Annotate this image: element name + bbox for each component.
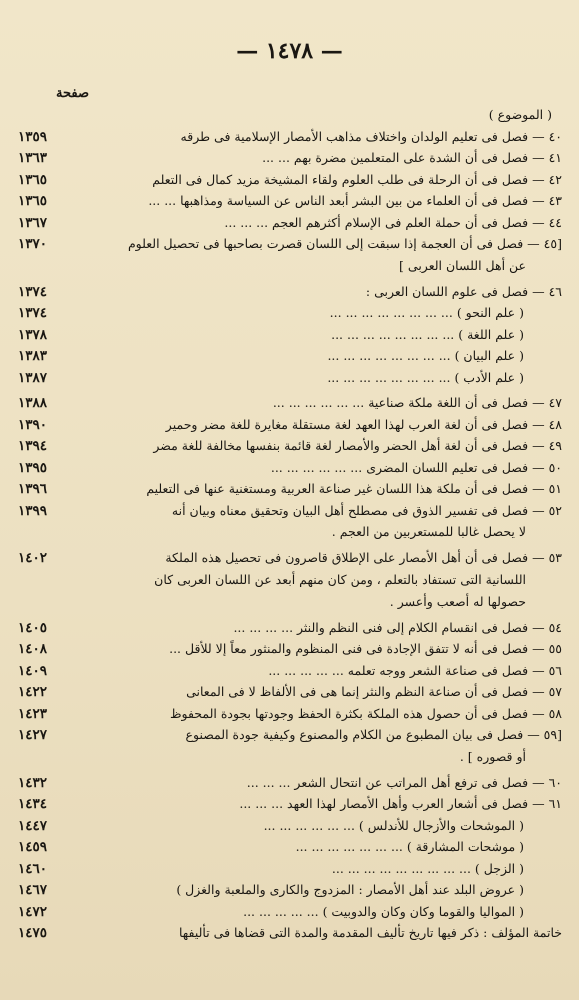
toc-page-ref: ١٣٩٩ (18, 502, 48, 519)
toc-row (18, 793, 564, 815)
toc-entry-text: ( علم اللغة ) ... ... ... ... ... ... ... ... (331, 326, 524, 342)
toc-page-ref: ١٤٠٨ (18, 641, 48, 657)
toc-row (18, 547, 564, 569)
toc-page-ref: ١٣٨٨ (18, 395, 48, 411)
toc-entry-text: ٥٧ — فصل فى أن صناعة النظم والنثر إنما هى فى الألفاظ لا فى المعانى (186, 684, 562, 699)
toc-entry-text: ٥٢ — فصل فى تفسير الذوق فى مصطلح أهل البيان وتحقيق معناه وبيان أنه (171, 502, 562, 518)
toc-row-continuation (18, 746, 564, 768)
toc-entry-text: ٤٣ — فصل فى أن العلماء من بين البشر أبعد الناس عن السياسة ومذاهبها ... ... (148, 193, 562, 208)
toc-page-ref: ١٤٣٤ (18, 796, 48, 812)
toc-page-ref: ١٣٦٥ (18, 193, 48, 209)
toc-page-ref: ١٤٧٢ (18, 903, 48, 920)
toc-page-ref: ١٣٩٥ (18, 459, 48, 476)
toc-page-ref: ١٣٦٥ (18, 171, 48, 188)
toc-entry-text: ٤٦ — فصل فى علوم اللسان العربى : (365, 283, 562, 299)
toc-entry-text: ٥٣ — فصل فى أن أهل الأمصار على الإطلاق قاصرون فى تحصيل هذه الملكة (165, 550, 562, 565)
toc-row (18, 703, 564, 725)
toc-page-ref: ١٤٥٩ (18, 839, 48, 855)
toc-page-ref: ١٤٧٥ (18, 925, 48, 941)
toc-entry-text: ( المواليا والقوما وكان وكان والدوبيت ) ... ... ... ... ... (243, 903, 524, 919)
toc-entry-text: ٤٠ — فصل فى تعليم الولدان واختلاف مذاهب الأمصار الإسلامية فى طرقه (180, 128, 562, 144)
toc-entry-text: اللسانية التى تستفاد بالتعلم ، ومن كان منهم أبعد عن اللسان العربى كان (154, 571, 526, 587)
toc-subentry-row (18, 324, 564, 346)
toc-entry-text: ٤٤ — فصل فى أن حملة العلم فى الإسلام أكثرهم العجم ... ... ... (224, 214, 562, 230)
toc-page-ref: ١٣٥٩ (18, 128, 48, 145)
toc-entry-text: ٤٧ — فصل فى أن اللغة ملكة صناعية ... ... ... ... ... ... (272, 395, 562, 410)
toc-page-ref: ١٤٤٧ (18, 817, 48, 834)
toc-row (18, 681, 564, 703)
toc-row (18, 617, 564, 639)
toc-row (18, 638, 564, 660)
toc-page-ref: ١٤٠٢ (18, 550, 48, 566)
toc-entry-text: أو قصوره ] . (459, 748, 526, 764)
toc-page-ref: ١٣٧٤ (18, 305, 48, 321)
toc-page-ref: ١٤٦٠ (18, 860, 48, 877)
toc-page-ref: ١٤٣٢ (18, 774, 48, 791)
toc-row (18, 233, 564, 255)
toc-page-ref: ١٤٠٩ (18, 662, 48, 679)
toc-page-ref: ١٣٩٦ (18, 481, 48, 497)
table-of-contents (18, 104, 564, 944)
toc-row (18, 392, 564, 414)
toc-entry-text: ٦١ — فصل فى أشعار العرب وأهل الأمصار لهذا العهد ... ... ... (239, 796, 562, 811)
toc-subentry-row (18, 836, 564, 858)
toc-entry-text: ( علم البيان ) ... ... ... ... ... ... ... ... (327, 348, 524, 363)
toc-row-continuation (18, 255, 564, 277)
toc-row (18, 457, 564, 479)
toc-page-ref: ١٣٦٣ (18, 150, 48, 166)
toc-entry-text: ٥٥ — فصل فى أنه لا تتفق الإجادة فى فنى المنظوم والمنثور معاً إلا للأقل ... (169, 641, 562, 656)
toc-subentry-row (18, 345, 564, 367)
toc-entry-text: ( الموضوع ) (488, 107, 552, 122)
toc-page-ref: ١٤٢٢ (18, 684, 48, 700)
toc-row (18, 435, 564, 457)
toc-page-ref: ١٣٧٠ (18, 236, 48, 252)
toc-entry-text: ٥٨ — فصل فى أن حصول هذه الملكة بكثرة الحفظ وجودتها بجودة المحفوظ (169, 705, 562, 721)
toc-page-ref: ١٤٦٧ (18, 882, 48, 898)
toc-entry-text: ٥٤ — فصل فى انقسام الكلام إلى فنى النظم والنثر ... ... ... ... (233, 619, 562, 635)
toc-page-ref: ١٣٩٠ (18, 416, 48, 433)
toc-page-ref: ١٤٠٥ (18, 619, 48, 636)
toc-row (18, 500, 564, 522)
toc-row (18, 190, 564, 212)
toc-entry-text: ٤٨ — فصل فى أن لغة العرب لهذا العهد لغة مستقلة مغايرة للغة مضر وحمير (165, 416, 562, 432)
toc-row-continuation (18, 521, 564, 543)
toc-row (18, 772, 564, 794)
toc-row (18, 414, 564, 436)
toc-page-ref: ١٣٨٧ (18, 369, 48, 386)
toc-entry-text: عن أهل اللسان العربى ] (399, 257, 526, 273)
toc-page-ref: ١٤٢٣ (18, 705, 48, 722)
toc-entry-text: ( عروض البلد عند أهل الأمصار : المزدوج والكارى والملعبة والغزل ) (176, 882, 524, 897)
toc-subentry-row (18, 302, 564, 324)
toc-entry-text: [٤٥ — فصل فى أن العجمة إذا سبقت إلى اللسان قصرت بصاحبها فى تحصيل العلوم (127, 236, 562, 251)
toc-entry-text: ( الموشحات والأزجال للأندلس ) ... ... ... ... ... ... (263, 817, 524, 833)
toc-page-ref: ١٣٦٧ (18, 214, 48, 231)
toc-page-ref: ١٣٧٤ (18, 283, 48, 300)
toc-subentry-row (18, 815, 564, 837)
toc-page-ref: ١٤٢٧ (18, 727, 48, 743)
toc-row-continuation (18, 569, 564, 591)
toc-entry-text: ٦٠ — فصل فى ترفع أهل المراتب عن انتحال الشعر ... ... ... (246, 774, 562, 790)
toc-row-continuation (18, 591, 564, 613)
toc-row (18, 478, 564, 500)
toc-subentry-row (18, 901, 564, 923)
toc-row (18, 126, 564, 148)
toc-entry-text: لا يحصل غالبا للمستعربين من العجم . (331, 524, 526, 539)
toc-page-ref: ١٣٨٣ (18, 348, 48, 364)
toc-entry-text: ٥٠ — فصل فى تعليم اللسان المضرى ... ... ... ... ... ... (270, 459, 562, 475)
page-column-label: صفحة (56, 86, 89, 101)
toc-header-row (18, 104, 564, 126)
toc-entry-text: ( علم الأدب ) ... ... ... ... ... ... ... ... (327, 369, 524, 385)
toc-row (18, 147, 564, 169)
toc-entry-text: ٥٦ — فصل فى صناعة الشعر ووجه تعلمه ... ... ... ... ... (268, 662, 562, 678)
toc-entry-text: ( موشحات المشارقة ) ... ... ... ... ... ... ... (295, 839, 524, 854)
toc-page-ref: ١٣٩٤ (18, 438, 48, 454)
toc-row (18, 212, 564, 234)
toc-entry-text: حصولها له أصعب وأعسر . (389, 593, 526, 609)
toc-entry-text: ٤٩ — فصل فى أن لغة أهل الحضر والأمصار لغة قائمة بنفسها مخالفة للغة مضر (153, 438, 562, 453)
toc-entry-text: ( علم النحو ) ... ... ... ... ... ... ... ... (329, 305, 524, 320)
toc-subentry-row (18, 879, 564, 901)
toc-entry-text: ٤١ — فصل فى أن الشدة على المتعلمين مضرة بهم ... ... (262, 150, 562, 165)
toc-entry-text: ٥١ — فصل فى أن ملكة هذا اللسان غير صناعة العربية ومستغنية عنها فى التعليم (146, 481, 562, 496)
toc-row (18, 660, 564, 682)
toc-row (18, 724, 564, 746)
toc-subentry-row (18, 858, 564, 880)
toc-subentry-row (18, 367, 564, 389)
page-number: — ١٤٧٨ — (236, 38, 343, 64)
toc-page-ref: ١٣٧٨ (18, 326, 48, 343)
toc-entry-text: ٤٢ — فصل فى أن الرحلة فى طلب العلوم ولقاء المشيخة مزيد كمال فى التعلم (152, 171, 562, 187)
toc-row (18, 169, 564, 191)
toc-row-author-conclusion (18, 922, 564, 944)
toc-entry-text: خاتمة المؤلف : ذكر فيها تاريخ تأليف المقدمة والمدة التى قضاها فى تأليفها (178, 925, 562, 940)
toc-entry-text: [٥٩ — فصل فى بيان المطبوع من الكلام والمصنوع وكيفية جودة المصنوع (185, 727, 562, 742)
toc-entry-text: ( الزجل ) ... ... ... ... ... ... ... ... ... (331, 860, 524, 876)
toc-row (18, 281, 564, 303)
